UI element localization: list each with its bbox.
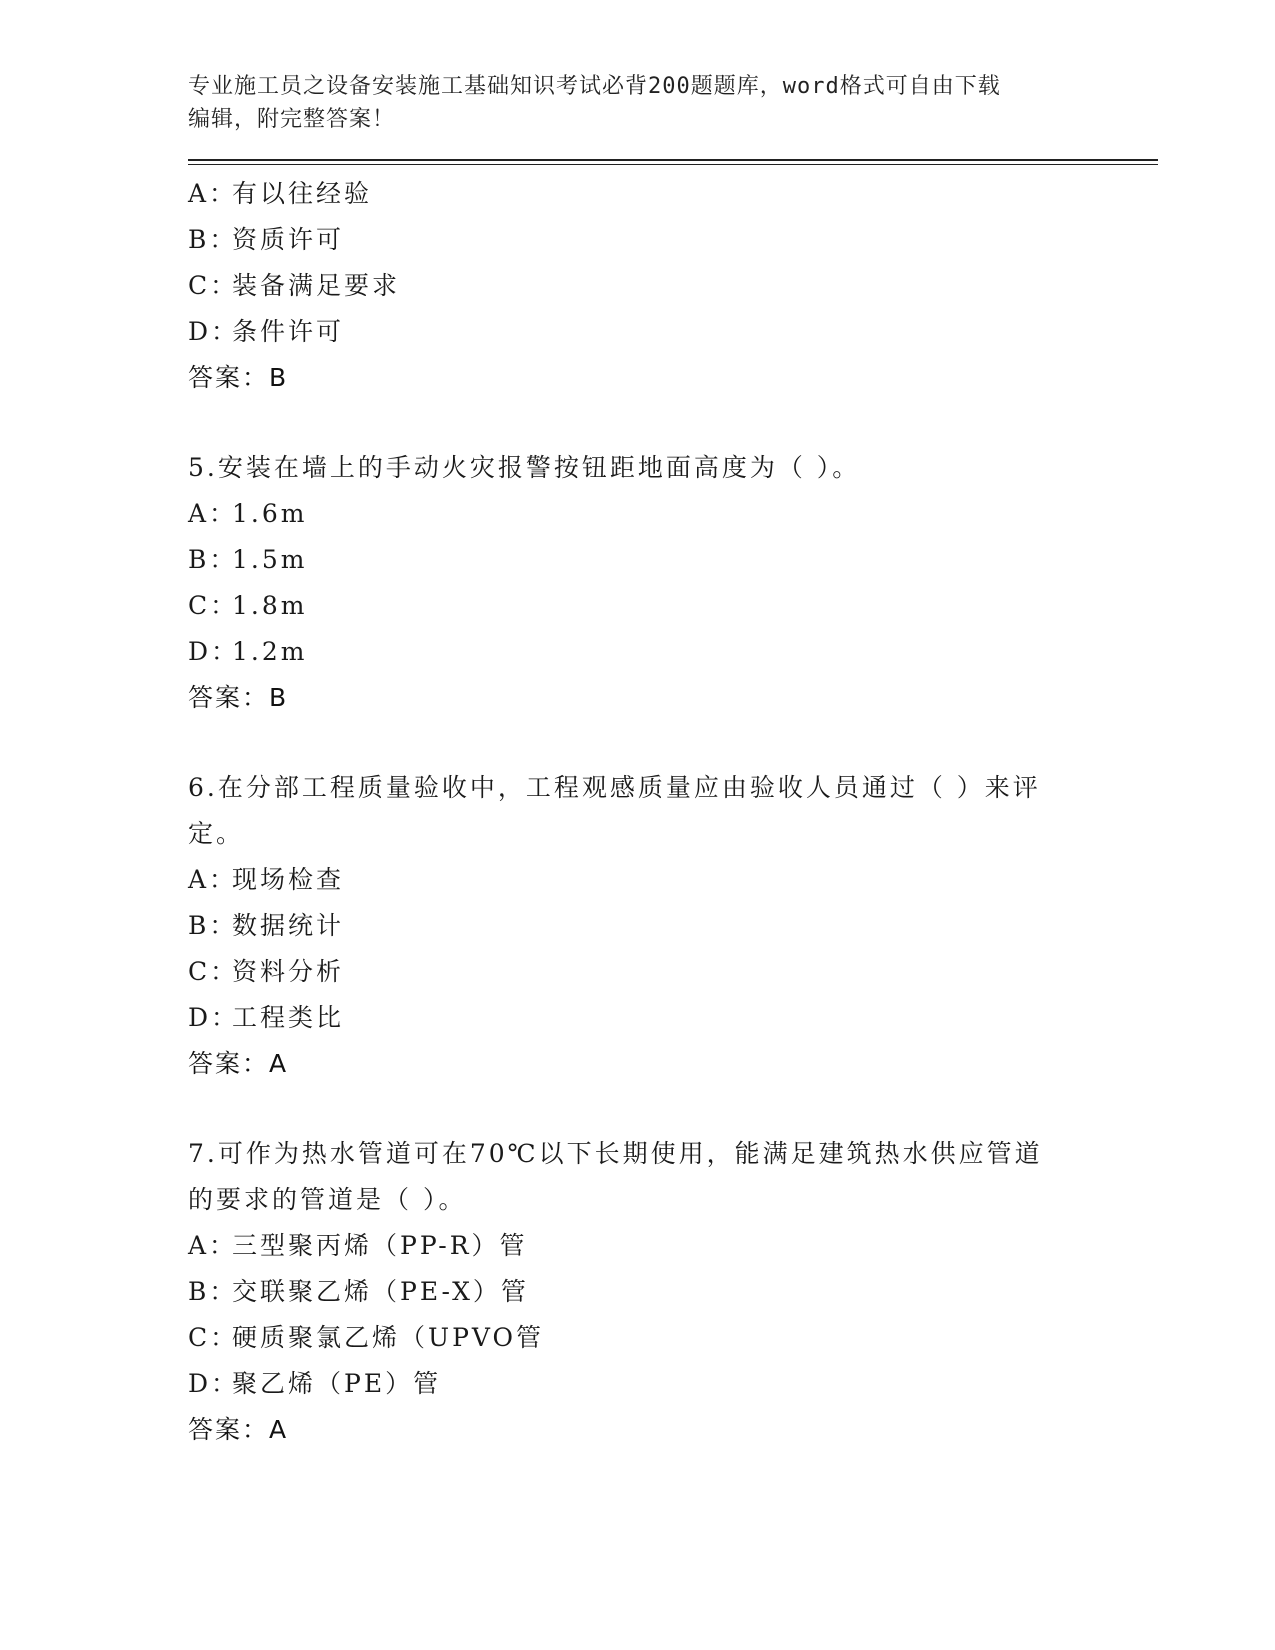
option-text: 工程类比 <box>232 1003 345 1032</box>
option-d <box>188 1361 1158 1407</box>
option-a <box>188 171 1158 217</box>
answer: 答案：A <box>188 1049 289 1078</box>
question-text: 5.安装在墙上的手动火灾报警按钮距地面高度为（ ）。 <box>188 453 861 482</box>
option-text: 交联聚乙烯（PE-X）管 <box>232 1277 529 1306</box>
option-key: A： <box>188 179 238 208</box>
document-page <box>188 70 1158 1453</box>
option-a <box>188 857 1158 903</box>
option-key: C： <box>188 271 239 300</box>
option-key: D： <box>188 1369 240 1398</box>
option-d <box>188 995 1158 1041</box>
option-key: B： <box>188 911 238 940</box>
option-c <box>188 949 1158 995</box>
option-key: B： <box>188 545 238 574</box>
option-c <box>188 263 1158 309</box>
option-key: D： <box>188 317 240 346</box>
question-text-line-1: 7.可作为热水管道可在70℃以下长期使用，能满足建筑热水供应管道 <box>188 1139 1043 1168</box>
option-key: D： <box>188 637 240 666</box>
spacer <box>188 401 1158 445</box>
option-b <box>188 903 1158 949</box>
option-d <box>188 309 1158 355</box>
option-key: C： <box>188 591 239 620</box>
header-divider <box>188 159 1158 165</box>
option-text: 1.2m <box>232 637 308 666</box>
spacer <box>188 1087 1158 1131</box>
option-text: 条件许可 <box>232 317 345 346</box>
question-4 <box>188 171 1158 401</box>
question-5 <box>188 445 1158 721</box>
option-key: C： <box>188 957 239 986</box>
option-key: D： <box>188 1003 240 1032</box>
option-text: 硬质聚氯乙烯（UPVO管 <box>232 1323 545 1352</box>
option-text: 1.6m <box>232 499 308 528</box>
question-6 <box>188 765 1158 1087</box>
option-text: 1.8m <box>232 591 308 620</box>
option-key: A： <box>188 865 238 894</box>
option-key: C： <box>188 1323 239 1352</box>
option-a <box>188 1223 1158 1269</box>
header-line-2: 编辑，附完整答案！ <box>188 107 396 132</box>
option-key: A： <box>188 1231 238 1260</box>
option-text: 资质许可 <box>232 225 345 254</box>
question-text-line-2: 定。 <box>188 819 245 848</box>
option-text: 数据统计 <box>232 911 345 940</box>
option-key: B： <box>188 225 238 254</box>
header-line-1: 专业施工员之设备安装施工基础知识考试必背200题题库，word格式可自由下载 <box>188 74 1001 99</box>
option-c <box>188 583 1158 629</box>
question-text-line-1: 6.在分部工程质量验收中，工程观感质量应由验收人员通过（ ）来评 <box>188 773 1041 802</box>
option-text: 资料分析 <box>232 957 345 986</box>
question-text-line-2: 的要求的管道是（ ）。 <box>188 1185 467 1214</box>
option-b <box>188 217 1158 263</box>
option-text: 现场检查 <box>232 865 345 894</box>
option-text: 聚乙烯（PE）管 <box>232 1369 442 1398</box>
option-text: 装备满足要求 <box>232 271 401 300</box>
option-text: 三型聚丙烯（PP-R）管 <box>232 1231 528 1260</box>
document-header <box>188 70 1068 136</box>
question-7 <box>188 1131 1158 1453</box>
option-key: B： <box>188 1277 238 1306</box>
option-b <box>188 537 1158 583</box>
question-list <box>188 171 1158 1453</box>
option-text: 1.5m <box>232 545 308 574</box>
option-key: A： <box>188 499 238 528</box>
option-text: 有以往经验 <box>232 179 373 208</box>
answer: 答案：A <box>188 1415 289 1444</box>
answer: 答案：B <box>188 363 289 392</box>
option-a <box>188 491 1158 537</box>
option-c <box>188 1315 1158 1361</box>
option-d <box>188 629 1158 675</box>
spacer <box>188 721 1158 765</box>
answer: 答案：B <box>188 683 289 712</box>
option-b <box>188 1269 1158 1315</box>
